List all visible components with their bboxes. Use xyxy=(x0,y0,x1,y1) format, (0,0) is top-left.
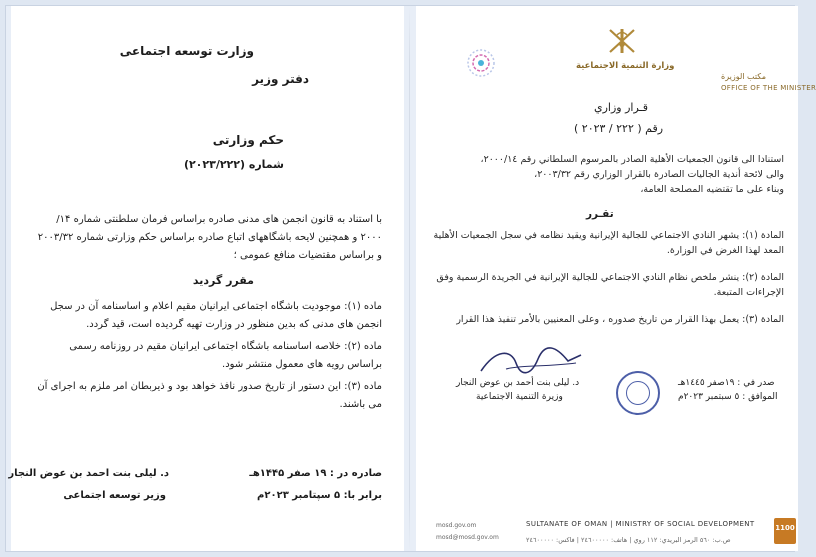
signer-name: د. لیلی بنت احمد بن عوض النجار xyxy=(8,468,169,479)
oman-emblem-icon xyxy=(604,26,640,56)
arabic-document xyxy=(416,6,816,551)
preamble-arabic xyxy=(424,152,784,197)
signer-title: وزیر توسعه اجتماعی xyxy=(63,490,166,501)
vision-logo-icon xyxy=(461,46,501,84)
preamble-line-3: وبناء على ما تقتضيه المصلحة العامة، xyxy=(640,184,784,195)
signature-icon xyxy=(476,341,586,381)
article-1-arabic: المادة (١): يشهر النادي الاجتماعي للجالية الإيرانية ويقيد نظامه في سجل الجمعيات الأهلية المعد لهذا الغرض في الوزارة. xyxy=(433,230,784,256)
equivalent-date-arabic: الموافق : ٥ سبتمبر ٢٠٢٣م xyxy=(678,392,778,402)
preamble-line-1: استنادا الى قانون الجمعيات الأهلية الصادر بالمرسوم السلطاني رقم ٢٠٠٠/١٤، xyxy=(480,154,784,165)
badge-label: 1100 xyxy=(775,524,795,532)
resolved-heading: مقرر گردید xyxy=(192,274,254,287)
resolved-heading-arabic: تقـرر xyxy=(586,208,614,220)
preamble-text: با استناد به قانون انجمن های مدنی صادره براساس فرمان سلطنتی شماره ۱۴/ ۲۰۰۰ و همچنین لایحه باشگاههای اتباع صادره براساس حکم وزارتی شماره ۲۰۰۳/۳۲ و براساس مقتضیات منافع عمومی ؛ xyxy=(37,214,382,261)
article-3: ماده (۳): این دستور از تاریخ صدور نافذ خواهد بود و ذیربطان امر ملزم به اجرای آن می باشند. xyxy=(37,381,382,410)
anniversary-badge-icon xyxy=(774,518,796,544)
article-1: ماده (۱): موجودیت باشگاه اجتماعی ایرانیان مقیم اعلام و اساسنامه آن در سجل انجمن های مدنی که بدین منظور در وزارت تهیه گردیده است، قید گردد. xyxy=(50,301,382,330)
office-name: دفتر وزیر xyxy=(252,72,309,86)
issue-date-arabic: صدر في : ١٩صفر ١٤٤٥هـ xyxy=(678,378,775,388)
decree-number-arabic: رقم ( ٢٢٢ / ٢٠٢٣ ) xyxy=(574,122,664,135)
footer-ministry-line: SULTANATE OF OMAN | MINISTRY OF SOCIAL DEVELOPMENT xyxy=(526,520,755,528)
office-stamp-english: OFFICE OF THE MINISTER xyxy=(721,84,816,92)
footer-contacts: ص.ب: ٥٦٠ الرمز البريدي: ١١٢ روي | هاتف: ٢٤٦٠٠٠٠٠ | فاكس: ٢٤٦٠٠٠٠٠ xyxy=(526,536,731,544)
decree-title-arabic: قـرار وزاري xyxy=(594,101,649,114)
signer-name-arabic: د. ليلى بنت أحمد بن عوض النجار xyxy=(456,378,580,388)
footer-email: mosd@mosd.gov.om xyxy=(436,534,499,541)
decree-number: شماره (۲۰۲۳/۲۲۲) xyxy=(183,158,284,171)
issue-date: صادره در : ۱۹ صفر ۱۴۴۵هـ xyxy=(249,468,382,479)
footer-website: mosd.gov.om xyxy=(436,522,477,529)
persian-document xyxy=(8,6,404,551)
signer-title-arabic: وزيرة التنمية الاجتماعية xyxy=(476,392,563,402)
document-frame xyxy=(5,5,816,552)
article-2-arabic: المادة (٢): ينشر ملخص نظام النادي الاجتماعي للجالية الإيرانية في الجريدة الرسمية وفق الإجراءات المتبعة. xyxy=(436,272,784,298)
article-3-arabic: المادة (٣): يعمل بهذا القرار من تاريخ صدوره ، وعلى المعنيين بالأمر تنفيذ هذا القرار xyxy=(456,314,784,325)
ministry-emblem-caption: وزارة التنمية الاجتماعية xyxy=(576,61,675,71)
preamble-line-2: والى لائحة أندية الجاليات الصادرة بالقرار الوزاري رقم ٢٠٠٣/٣٢، xyxy=(534,169,784,180)
ministry-name: وزارت توسعه اجتماعی xyxy=(119,44,254,58)
official-seal-icon xyxy=(616,371,660,415)
page-divider xyxy=(409,6,410,551)
office-stamp-arabic: مكتب الوزيرة xyxy=(721,72,767,81)
articles-list-arabic xyxy=(424,228,784,339)
decree-title: حکم وزارتی xyxy=(212,133,284,147)
articles-list xyxy=(32,298,382,418)
article-2: ماده (۲): خلاصه اساسنامه باشگاه اجتماعی ایرانیان مقیم در روزنامه رسمی براساس رویه های معمول منتشر شود. xyxy=(69,341,382,370)
equivalent-date: برابر با: ۵ سپتامبر ۲۰۲۳م xyxy=(257,490,382,501)
